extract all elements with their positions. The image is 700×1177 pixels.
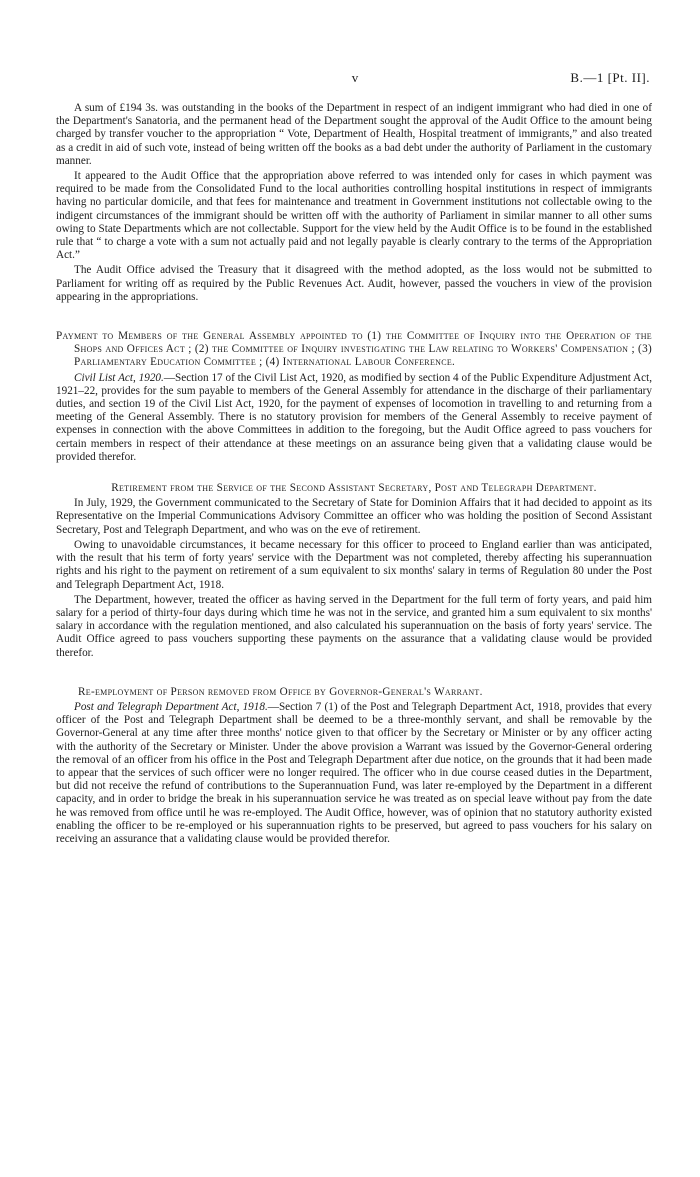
- paragraph: The Audit Office advised the Treasury that it disagreed with the method adopted, as the loss would not be submitted to Parliament for writing off as required by the Public Revenues Act. Audit, however, passed the vouchers in view of the provision appearing in the appropriations.: [56, 264, 652, 303]
- act-citation: Civil List Act, 1920.: [74, 371, 164, 384]
- section-payment-members: [56, 330, 652, 464]
- paragraph: Owing to unavoidable circumstances, it became necessary for this officer to proceed to England earlier than was anticipated, with the result that his term of forty years' service with the Department was not completed, thereby affecting his superannuation rights and his right to the payment on retirement of a sum equivalent to six months' salary in terms of Regulation 80 under the Post and Telegraph Department Act, 1918.: [56, 538, 652, 591]
- section-heading: Retirement from the Service of the Second Assistant Secretary, Post and Telegraph Department.: [111, 482, 597, 495]
- paragraph: It appeared to the Audit Office that the appropriation above referred to was intended only for cases in which payment was required to be made from the Consolidated Fund to the local authorities controlling hospital institutions in respect of immigrants having no particular domicile, and that fees for maintenance and treatment in Government institutions not collectable owing to the indigent circumstances of the immigrant should be written off with the authority of Parliament in similar manner to all other sums owing to State Departments which are not collectable. Support for the view held by the Audit Office is to be found in the established rule that “ to charge a vote with a sum not actually paid and not legally payable is clearly contrary to the terms of the Appropriation Act.”: [56, 170, 652, 262]
- paragraph: [56, 372, 652, 464]
- page-header: [60, 70, 650, 90]
- paragraph-text: —Section 7 (1) of the Post and Telegraph Department Act, 1918, provides that every officer of the Post and Telegraph Department shall be deemed to be a three-monthly servant, and shall be removable by the Governor-General at any time after three months' notice given to that officer by the Secretary or Minister or by any officer acting with the authority of the Secretary or Minister. Under the above provision a Warrant was issued by the Governor-General ordering the removal of an officer from his office in the Post and Telegraph Department after due notice, on the grounds that it had been made to appear that the services of such officer were no longer required. The officer who in due course ceased duties in the Department, but did not receive the refund of contributions to the Superannuation Fund, was later re-employed by the Department in a different capacity, and in order to bridge the break in his superannuation service he was treated as on special leave without pay from the date he was removed from office until he was re-employed. The Audit Office, however, was of opinion that no statutory authority existed enabling the officer to be re-employed or his superannuation rights to be preserved, but agreed to pass vouchers for his salary on receiving an assurance that a validating clause would be provided therefor.: [56, 700, 653, 845]
- section-heading: Re-employment of Person removed from Office by Governor-General's Warrant.: [78, 685, 483, 698]
- paragraph: A sum of £194 3s. was outstanding in the books of the Department in respect of an indigent immigrant who had died in one of the Department's Sanatoria, and the permanent head of the Department sought the approval of the Audit Office to the amount being charged by transfer voucher to the appropriation “ Vote, Department of Health, Hospital treatment of immigrants,” and also treated as a credit in aid of such vote, instead of being written off the books as a bad debt under the authority of Parliament in the customary manner.: [56, 102, 652, 167]
- paragraph-text: —Section 17 of the Civil List Act, 1920, as modified by section 4 of the Public Expenditure Adjustment Act, 1921–22, provides for the sum payable to members of the General Assembly for attendance in the discharge of their parliamentary duties, and section 19 of the Civil List Act, 1920, for the payment of expenses of locomotion in travelling to and returning from a meeting of the General Assembly. There is no statutory provision for members of the General Assembly to receive payment of expenses in connection with the above Committees in addition to the foregoing, but the Audit Office agreed to pass vouchers for certain members in respect of their attendance at these meetings on an assurance being given that a validating clause would be provided therefor.: [56, 371, 653, 463]
- page-reference: B.—1 [Pt. II].: [570, 70, 650, 85]
- page-body: [56, 102, 652, 848]
- section-reemployment: [56, 686, 652, 846]
- paragraph: [56, 701, 652, 846]
- paragraph: The Department, however, treated the officer as having served in the Department for the full term of forty years, and paid him salary for a period of thirty-four days during which time he was not in the service, and granted him a sum equivalent to six months' salary in accordance with the regulation mentioned, and also calculated his superannuation on the basis of forty years' service. The Audit Office agreed to pass vouchers supporting these payments on the assurance that a validating clause would be provided therefor.: [56, 593, 652, 659]
- section-indigent-immigrant: [56, 102, 652, 304]
- page-number: v: [351, 70, 359, 85]
- paragraph: In July, 1929, the Government communicated to the Secretary of State for Dominion Affairs that it had decided to appoint as its Representative on the Imperial Communications Advisory Committee an officer who was holding the position of Second Assistant Secretary, Post and Telegraph Department, and who was on the eve of retirement.: [56, 497, 652, 536]
- section-heading: Payment to Members of the General Assembly appointed to (1) the Committee of Inquiry into the Operation of the Shops and Offices Act ; (2) the Committee of Inquiry investigating the Law relating to Workers' Compensation ; (3) Parliamentary Education Committee ; (4) International Labour Conference.: [56, 330, 652, 369]
- section-retirement: [56, 482, 652, 660]
- act-citation: Post and Telegraph Department Act, 1918.: [74, 700, 268, 713]
